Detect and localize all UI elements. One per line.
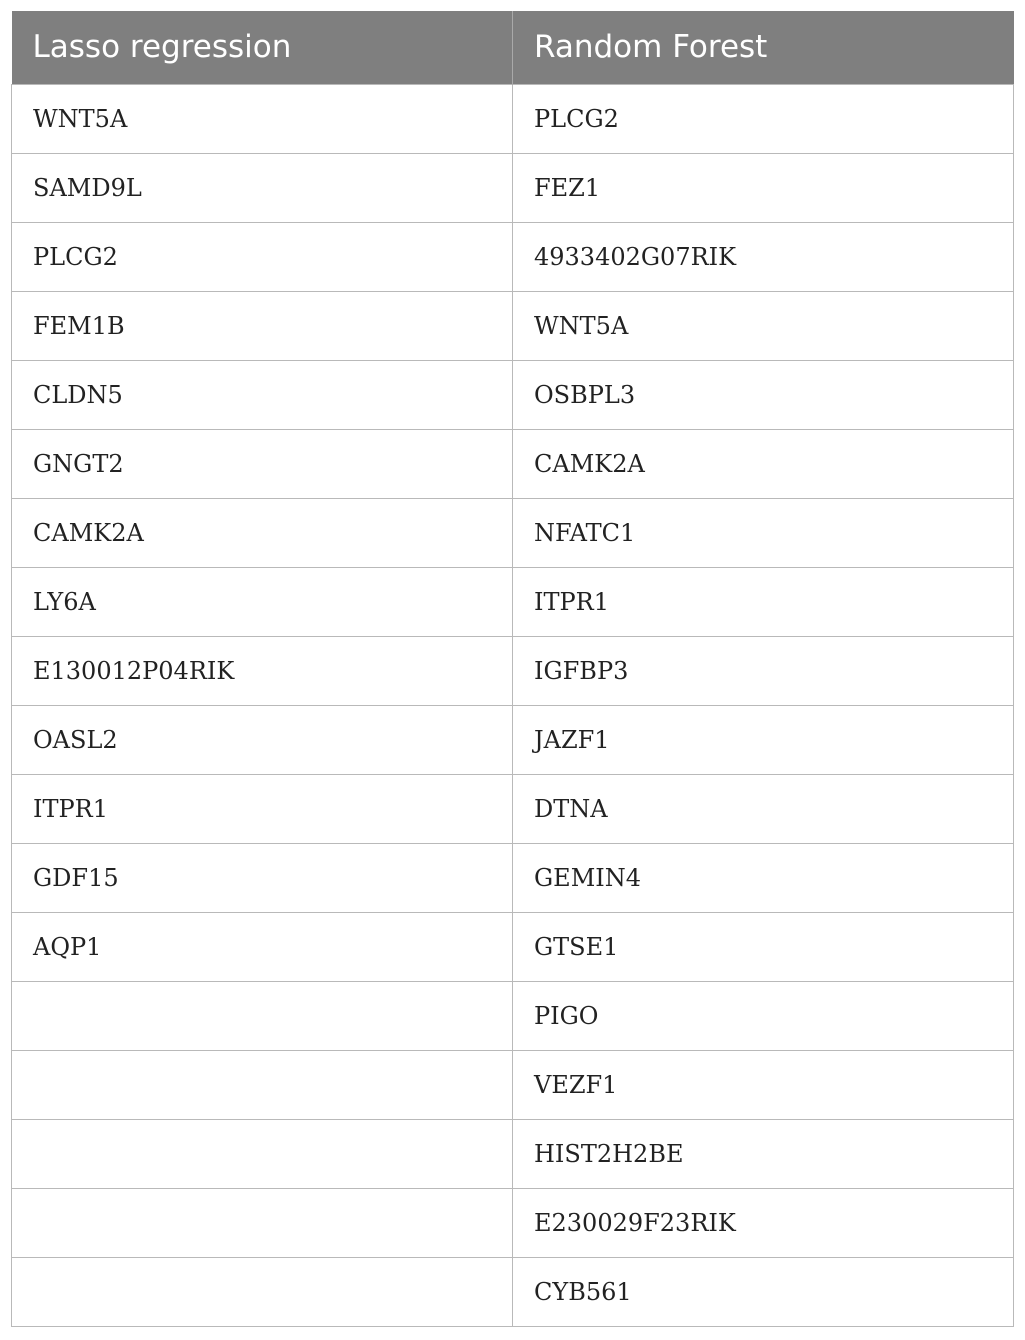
random-forest-gene-cell: NFATC1: [513, 498, 1014, 567]
table-row: [12, 567, 1014, 636]
lasso-gene-cell: GNGT2: [12, 429, 513, 498]
lasso-gene-cell: FEM1B: [12, 291, 513, 360]
random-forest-gene-cell: WNT5A: [513, 291, 1014, 360]
lasso-gene-cell: CAMK2A: [12, 498, 513, 567]
lasso-gene-cell: [12, 1119, 513, 1188]
gene-comparison-table: [11, 11, 1014, 1327]
table-row: [12, 705, 1014, 774]
table-row: [12, 1188, 1014, 1257]
table-row: [12, 498, 1014, 567]
lasso-gene-cell: LY6A: [12, 567, 513, 636]
gene-table-container: [11, 11, 1013, 1327]
lasso-gene-cell: GDF15: [12, 843, 513, 912]
header-lasso-regression: Lasso regression: [12, 11, 513, 84]
table-row: [12, 1050, 1014, 1119]
random-forest-gene-cell: PLCG2: [513, 84, 1014, 153]
lasso-gene-cell: AQP1: [12, 912, 513, 981]
lasso-gene-cell: CLDN5: [12, 360, 513, 429]
random-forest-gene-cell: 4933402G07RIK: [513, 222, 1014, 291]
random-forest-gene-cell: HIST2H2BE: [513, 1119, 1014, 1188]
table-row: [12, 222, 1014, 291]
table-row: [12, 84, 1014, 153]
header-random-forest: Random Forest: [513, 11, 1014, 84]
lasso-gene-cell: [12, 1188, 513, 1257]
random-forest-gene-cell: PIGO: [513, 981, 1014, 1050]
lasso-gene-cell: [12, 1257, 513, 1326]
lasso-gene-cell: OASL2: [12, 705, 513, 774]
table-body: [12, 84, 1014, 1326]
random-forest-gene-cell: E230029F23RIK: [513, 1188, 1014, 1257]
table-row: [12, 636, 1014, 705]
random-forest-gene-cell: JAZF1: [513, 705, 1014, 774]
random-forest-gene-cell: IGFBP3: [513, 636, 1014, 705]
random-forest-gene-cell: CYB561: [513, 1257, 1014, 1326]
random-forest-gene-cell: OSBPL3: [513, 360, 1014, 429]
table-row: [12, 1257, 1014, 1326]
table-row: [12, 153, 1014, 222]
table-row: [12, 360, 1014, 429]
table-row: [12, 1119, 1014, 1188]
lasso-gene-cell: PLCG2: [12, 222, 513, 291]
random-forest-gene-cell: DTNA: [513, 774, 1014, 843]
lasso-gene-cell: WNT5A: [12, 84, 513, 153]
random-forest-gene-cell: VEZF1: [513, 1050, 1014, 1119]
random-forest-gene-cell: FEZ1: [513, 153, 1014, 222]
lasso-gene-cell: [12, 981, 513, 1050]
lasso-gene-cell: SAMD9L: [12, 153, 513, 222]
table-row: [12, 843, 1014, 912]
lasso-gene-cell: E130012P04RIK: [12, 636, 513, 705]
table-header: [12, 11, 1014, 84]
lasso-gene-cell: [12, 1050, 513, 1119]
table-row: [12, 912, 1014, 981]
table-row: [12, 774, 1014, 843]
header-row: [12, 11, 1014, 84]
table-row: [12, 981, 1014, 1050]
table-row: [12, 291, 1014, 360]
random-forest-gene-cell: GEMIN4: [513, 843, 1014, 912]
random-forest-gene-cell: ITPR1: [513, 567, 1014, 636]
table-row: [12, 429, 1014, 498]
random-forest-gene-cell: GTSE1: [513, 912, 1014, 981]
lasso-gene-cell: ITPR1: [12, 774, 513, 843]
random-forest-gene-cell: CAMK2A: [513, 429, 1014, 498]
